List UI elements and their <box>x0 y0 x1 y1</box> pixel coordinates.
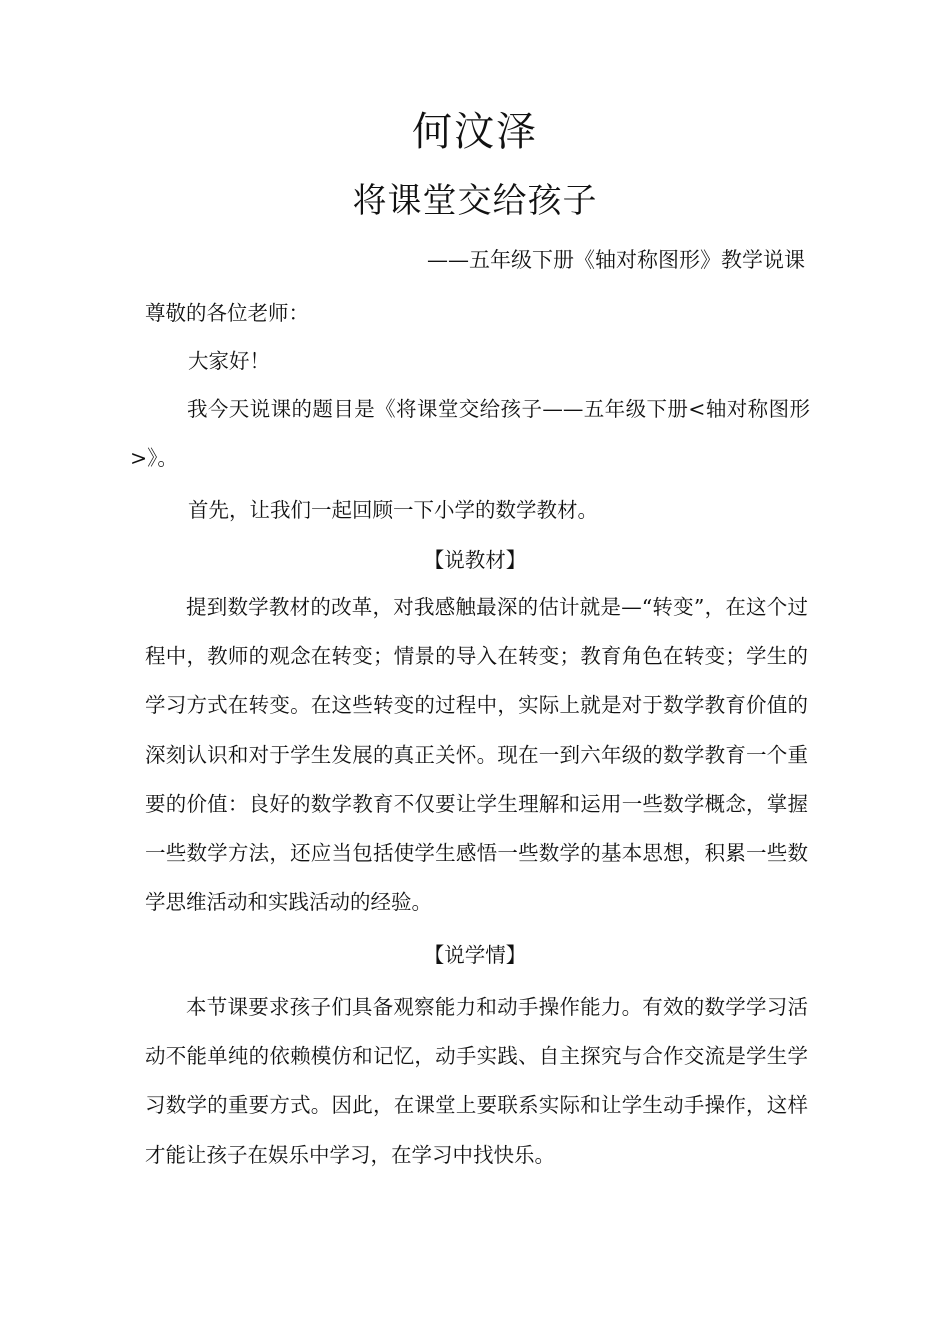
lead-in: 首先，让我们一起回顾一下小学的数学教材。 <box>188 498 598 522</box>
topic-intro: 我今天说课的题目是《将课堂交给孩子——五年级下册<轴对称图形>》。 <box>130 397 810 470</box>
section-heading-textbook: 【说教材】 <box>423 548 527 572</box>
section-paragraph-textbook: 提到数学教材的改革，对我感触最深的估计就是—“转变”，在这个过程中，教师的观念在转变；情景的导入在转变；教育角色在转变；学生的学习方式在转变。在这些转变的过程中，实际上就是对于数学教育价值的深刻认识和对于学生发展的真正关怀。现在一到六年级的数学教育一个重要的价值：良好的数学教育不仅要让学生理解和运用一些数学概念，掌握一些数学方法，还应当包括使学生感悟一些数学的基本思想，积累一些数学思维活动和实践活动的经验。 <box>145 595 808 915</box>
document-title: 将课堂交给孩子 <box>352 181 598 221</box>
section-paragraph-students: 本节课要求孩子们具备观察能力和动手操作能力。有效的数学学习活动不能单纯的依赖模仿和记忆，动手实践、自主探究与合作交流是学生学习数学的重要方式。因此，在课堂上要联系实际和让学生动手操作，这样才能让孩子在娱乐中学习，在学习中找快乐。 <box>145 995 808 1167</box>
greeting: 大家好！ <box>188 349 270 373</box>
author-name: 何汶泽 <box>412 109 538 155</box>
document-subtitle: ——五年级下册《轴对称图形》教学说课 <box>427 248 805 272</box>
section-heading-students: 【说学情】 <box>423 943 527 967</box>
salutation: 尊敬的各位老师： <box>145 301 309 325</box>
